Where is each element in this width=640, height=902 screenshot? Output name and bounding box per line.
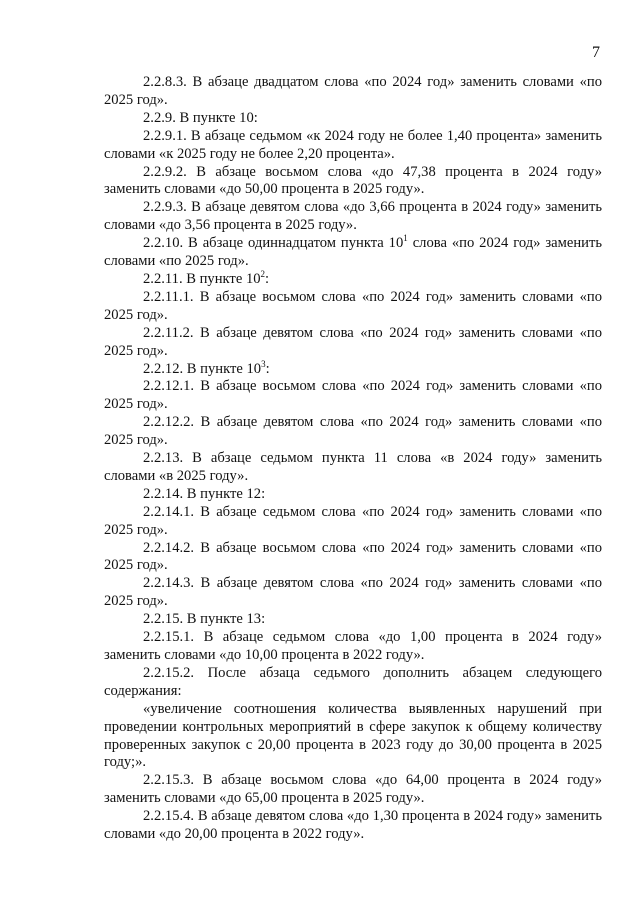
paragraph-text: 2.2.11. В пункте 10 [143, 270, 261, 287]
paragraph [104, 358, 602, 379]
paragraph: 2.2.11.2. В абзаце девятом слова «по 2024 год» заменить словами «по 2025 год». [104, 324, 602, 359]
paragraph-text: слова «по 2024 год» заменить словами «по 2025 год». [104, 235, 602, 270]
paragraph: 2.2.15.4. В абзаце девятом слова «до 1,30 процента в 2024 году» заменить словами «до 20,00 процента в 2022 году». [104, 808, 602, 843]
paragraph-text: 2.2.10. В абзаце одиннадцатом пункта 10 [143, 235, 404, 252]
superscript: 1 [403, 233, 408, 244]
paragraph: 2.2.15.2. После абзаца седьмого дополнить абзацем следующего содержания: [104, 664, 602, 699]
page-number: 7 [592, 44, 600, 61]
paragraph: 2.2.9.3. В абзаце девятом слова «до 3,66 процента в 2024 году» заменить словами «до 3,56 процента в 2025 году». [104, 199, 602, 234]
paragraph: 2.2.11.1. В абзаце восьмом слова «по 2024 год» заменить словами «по 2025 год». [104, 288, 602, 323]
paragraph: 2.2.15.1. В абзаце седьмом слова «до 1,00 процента в 2024 году» заменить словами «до 10,00 процента в 2022 году». [104, 629, 602, 663]
paragraph: 2.2.9.2. В абзаце восьмом слова «до 47,38 процента в 2024 году» заменить словами «до 50,00 процента в 2025 году». [104, 163, 602, 198]
superscript: 2 [260, 268, 266, 279]
paragraph-text: 2.2.12. В пункте 10 [143, 360, 262, 377]
paragraph: 2.2.8.3. В абзаце двадцатом слова «по 2024 год» заменить словами «по 2025 год». [104, 74, 602, 108]
paragraph-text: : [265, 360, 270, 377]
paragraph: 2.2.15.3. В абзаце восьмом слова «до 64,00 процента в 2024 году» заменить словами «до 65,00 процента в 2025 году». [104, 772, 602, 807]
paragraph: 2.2.12.1. В абзаце восьмом слова «по 2024 год» заменить словами «по 2025 год». [104, 378, 602, 413]
paragraph: 2.2.14. В пункте 12: [143, 485, 266, 502]
paragraph: 2.2.14.2. В абзаце восьмом слова «по 2024 год» заменить словами «по 2025 год». [104, 539, 602, 574]
paragraph: 2.2.9. В пункте 10: [143, 109, 258, 126]
paragraph: 2.2.12.2. В абзаце девятом слова «по 2024 год» заменить словами «по 2025 год». [104, 414, 602, 449]
paragraph: 2.2.13. В абзаце седьмом пункта 11 слова «в 2024 году» заменить словами «в 2025 году». [104, 450, 602, 484]
paragraph [104, 268, 602, 289]
paragraph [104, 235, 602, 271]
paragraph: 2.2.15. В пункте 13: [143, 611, 266, 628]
paragraph-text: : [265, 270, 270, 287]
paragraph: 2.2.14.1. В абзаце седьмом слова «по 2024 год» заменить словами «по 2025 год». [104, 503, 602, 538]
document-body [104, 74, 602, 844]
quoted-paragraph: «увеличение соотношения количества выявленных нарушений при проведении контрольных мероприятий в сфере закупок к общему количеству проверенных закупок с 20,00 процента в 2023 году до 30,00 процента в 2025 году;». [104, 700, 602, 771]
paragraph: 2.2.14.3. В абзаце девятом слова «по 2024 год» заменить словами «по 2025 год». [104, 575, 602, 610]
paragraph: 2.2.9.1. В абзаце седьмом «к 2024 году не более 1,40 процента» заменить словами «к 2025 году не более 2,20 процента». [104, 127, 602, 162]
superscript: 3 [261, 358, 266, 369]
